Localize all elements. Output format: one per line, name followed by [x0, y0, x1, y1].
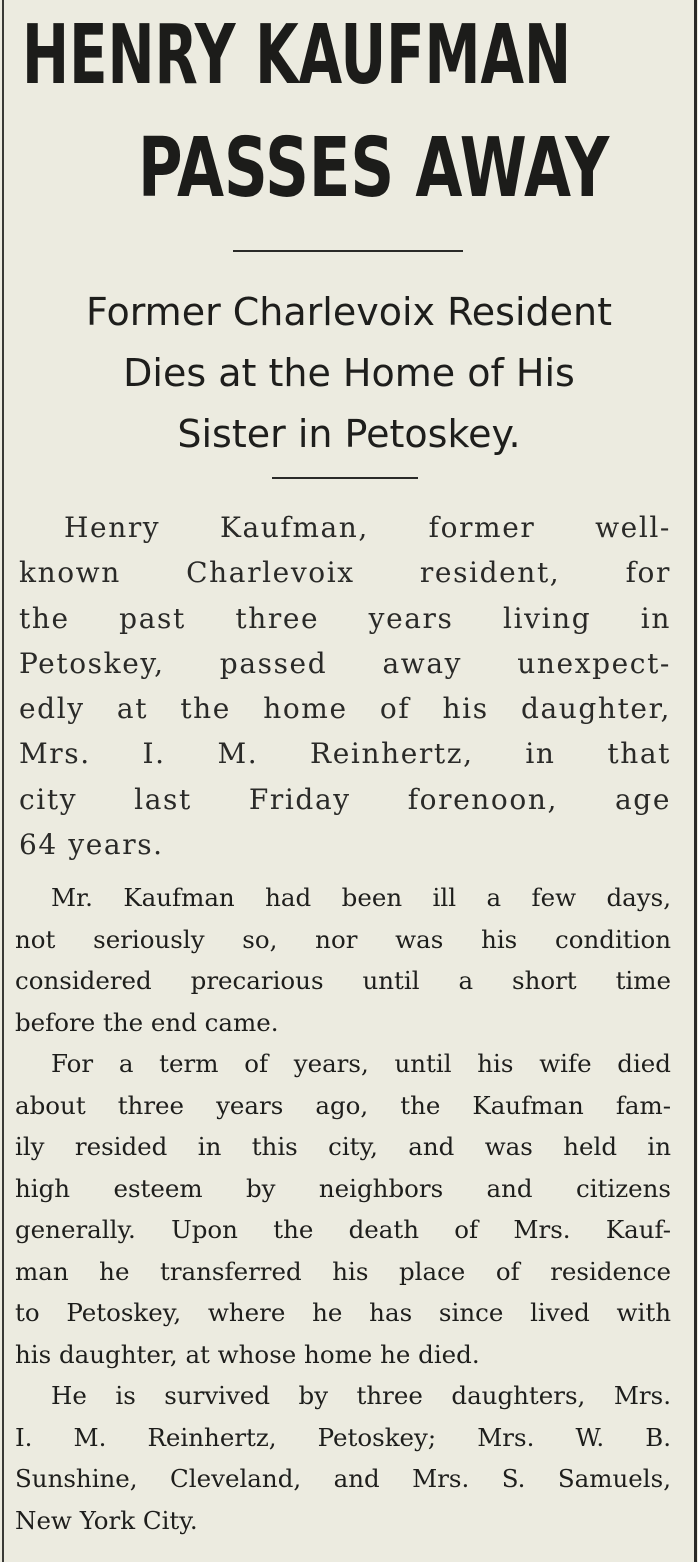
headline-line-2: PASSES AWAY	[138, 119, 610, 216]
text-line: New York City.	[15, 1505, 198, 1535]
subheadline-line: Sister in Petoskey.	[177, 412, 521, 456]
text-line: his daughter, at whose home he died.	[15, 1339, 480, 1369]
text-line: Henry Kaufman, former well-	[64, 511, 671, 544]
subheadline-line: Dies at the Home of His	[123, 351, 575, 395]
text-line: For a term of years, until his wife died	[51, 1049, 671, 1078]
text-line: about three years ago, the Kaufman fam-	[15, 1090, 671, 1120]
subheadline	[8, 282, 690, 465]
text-line: the past three years living in	[19, 601, 671, 635]
subheadline-divider	[272, 477, 418, 479]
text-line: Petoskey, passed away unexpect-	[19, 646, 671, 680]
text-line: Sunshine, Cleveland, and Mrs. S. Samuels,	[15, 1464, 671, 1493]
text-line: before the end came.	[15, 1007, 279, 1037]
text-line: ily resided in this city, and was held in	[15, 1132, 671, 1161]
text-line: Mrs. I. M. Reinhertz, in that	[19, 737, 671, 771]
column-rule-right	[694, 0, 697, 1562]
text-line: considered precarious until a short time	[15, 966, 671, 995]
text-line: He is survived by three daughters, Mrs.	[51, 1381, 671, 1410]
text-line: edly at the home of his daughter,	[19, 692, 671, 726]
paragraph-residence	[15, 1043, 671, 1375]
text-line: I. M. Reinhertz, Petoskey; Mrs. W. B.	[15, 1422, 671, 1452]
text-line: city last Friday forenoon, age	[19, 782, 671, 816]
text-line: high esteem by neighbors and citizens	[15, 1173, 671, 1203]
text-line: Mr. Kaufman had been ill a few days,	[51, 883, 671, 912]
column-rule-left	[2, 0, 4, 1562]
headline-divider	[233, 250, 463, 252]
text-line: to Petoskey, where he has since lived with	[15, 1298, 671, 1327]
text-line: man he transferred his place of residence	[15, 1256, 671, 1286]
text-line: 64 years.	[19, 828, 164, 862]
lead-paragraph	[19, 505, 671, 867]
paragraph-illness	[15, 877, 671, 1043]
article-body	[15, 877, 671, 1541]
text-line: generally. Upon the death of Mrs. Kauf-	[15, 1215, 671, 1244]
text-line: not seriously so, nor was his condition	[15, 924, 671, 954]
headline-line-1: HENRY KAUFMAN	[22, 6, 572, 103]
subheadline-line: Former Charlevoix Resident	[85, 290, 613, 334]
text-line: known Charlevoix resident, for	[19, 556, 671, 590]
paragraph-survivors	[15, 1375, 671, 1541]
